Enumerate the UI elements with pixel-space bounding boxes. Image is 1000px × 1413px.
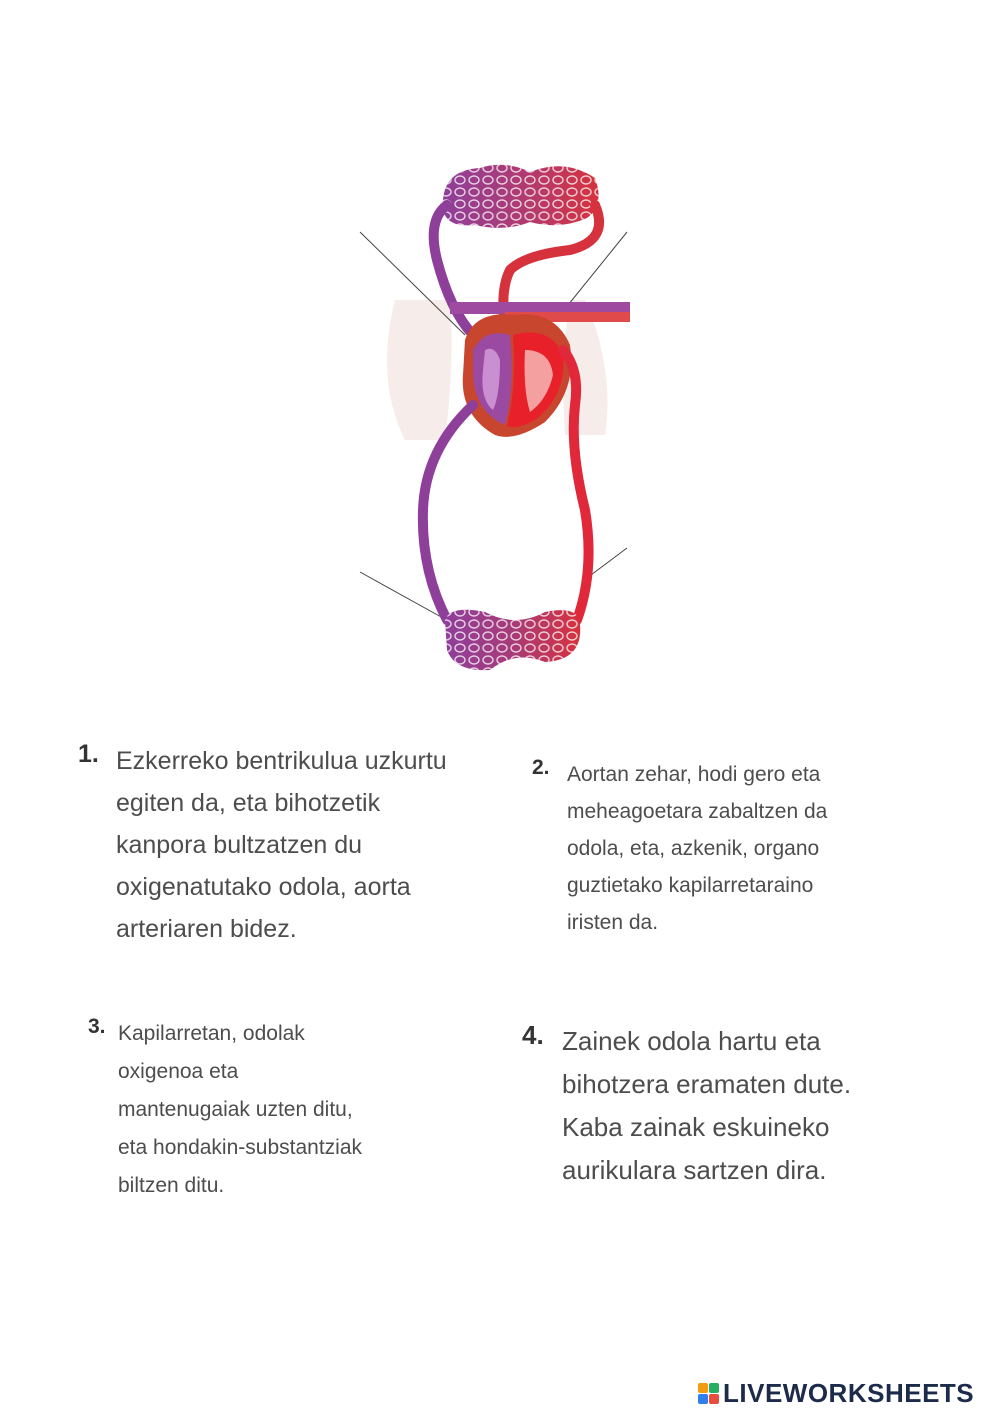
heart <box>463 314 571 437</box>
brand-name: LIVEWORKSHEETS <box>723 1377 975 1408</box>
step-3-number: 3. <box>88 1015 106 1038</box>
step-1-text: Ezkerreko bentrikulua uzkurtu egiten da, eta bihotzetik kanpora bultzatzen du oxigenatutako odola, aorta arteriaren bidez. <box>116 747 447 943</box>
step-4-text: Zainek odola hartu eta bihotzera eramaten dute. Kaba zainak eskuineko aurikulara sartzen dira. <box>562 1026 852 1185</box>
left-shadow-shape <box>387 300 452 440</box>
liveworksheets-logo <box>698 1378 974 1408</box>
badge-square-4 <box>709 1394 719 1404</box>
badge-square-1 <box>698 1383 708 1393</box>
step-1-number: 1. <box>78 740 99 768</box>
circulatory-system-diagram <box>355 150 630 685</box>
step-2-number: 2. <box>532 756 550 779</box>
step-3-text: Kapilarretan, odolak oxigenoa eta mantenugaiak uzten ditu, eta hondakin-substantziak biltzen ditu. <box>118 1022 362 1197</box>
lung-capillaries <box>443 165 599 228</box>
badge-square-2 <box>709 1383 719 1393</box>
liveworksheets-badge-icon <box>698 1383 719 1404</box>
body-capillaries <box>445 610 580 670</box>
step-4-number: 4. <box>522 1020 544 1050</box>
step-2-text: Aortan zehar, hodi gero eta meheagoetara zabaltzen da odola, eta, azkenik, organo guztietako kapilarretaraino iristen da. <box>567 763 828 934</box>
badge-square-3 <box>698 1394 708 1404</box>
